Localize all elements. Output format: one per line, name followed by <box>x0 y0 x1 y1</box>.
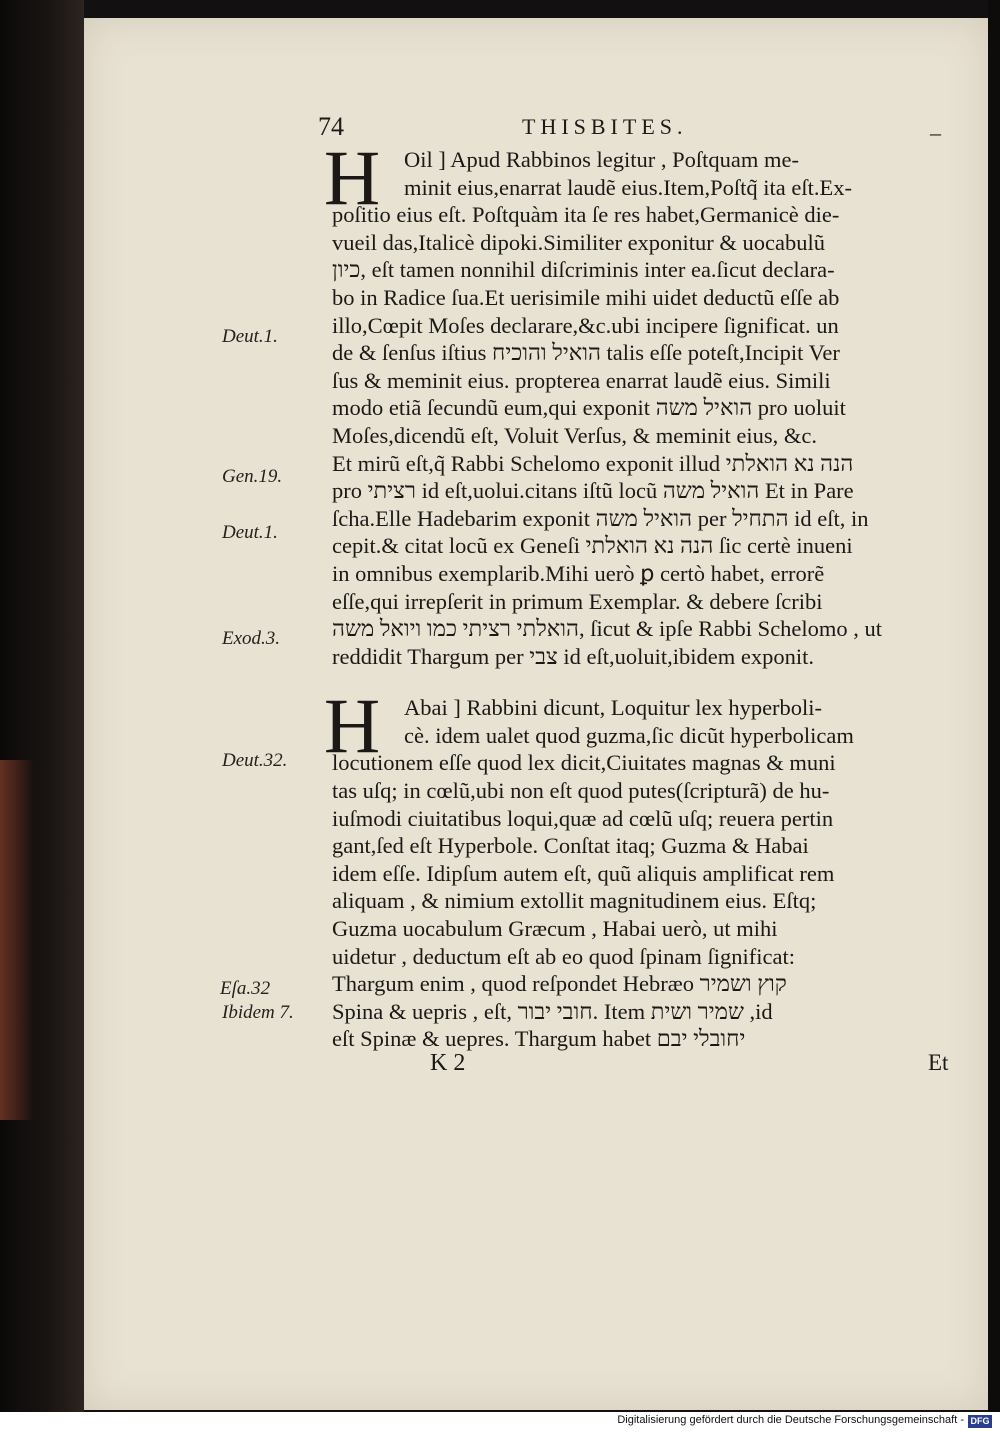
text-line: Spina & uepris , eſt, חובי יבור. Item שמיר ושית ,id <box>332 998 773 1024</box>
text-line: idem eſſe. Idipſum autem eſt, quũ aliquis amplificat rem <box>332 860 835 886</box>
text-line: cepit.& citat locũ ex Geneſi הנה נא הואלתי ſic certè inueni <box>332 533 853 559</box>
right-shadow <box>988 0 1000 1412</box>
text-line: Moſes,dicendũ eſt, Voluit Verſus, & meminit eius, &c. <box>332 422 817 448</box>
drop-cap: H <box>323 682 381 770</box>
text-line: aliquam , & nimium extollit magnitudinem eius. Eſtq; <box>332 888 817 914</box>
text-line: minit eius,enarrat laudẽ eius.Item,Poſtq̃ ita eſt.Ex- <box>404 174 853 200</box>
top-right-mark: – <box>930 120 941 145</box>
text-line: reddidit Thargum per צבי id eſt,uoluit,ibidem exponit. <box>332 643 815 669</box>
text-line: Abai ] Rabbini dicunt, Loquitur lex hyperboli- <box>404 695 823 721</box>
text-line: Oil ] Apud Rabbinos legitur , Poſtquam me- <box>404 147 799 172</box>
page-number: 74 <box>318 112 344 141</box>
running-head <box>0 112 1000 145</box>
text-line: gant,ſed eſt Hyperbole. Conſtat itaq; Guzma & Habai <box>332 833 809 859</box>
text-line: ſcha.Elle Hadebarim exponit הואיל משה per התחיל id eſt, in <box>332 505 869 531</box>
text-line: tas uſq; in cœlũ,ubi non eſt quod putes(ſcripturã) de hu- <box>332 778 830 804</box>
text-line: Et mirũ eſt,q̃ Rabbi Schelomo exponit illud הנה נא הואלתי <box>332 450 854 476</box>
dfg-logo: DFG <box>968 1415 992 1428</box>
margin-reference: Deut.1. <box>222 522 278 543</box>
text-line: in omnibus exemplarib.Mihi uerò ꝑ certò habet, errorẽ <box>332 560 825 586</box>
text-line: eſſe,qui irrepſerit in primum Exemplar. & debere ſcribi <box>332 588 823 614</box>
footer-credit: Digitalisierung gefördert durch die Deutsche Forschungsgemeinschaft - <box>617 1414 964 1426</box>
paragraph-hoil <box>323 134 956 670</box>
text-line: הואלתי רציתי כמו ויואל משה, ſicut & ipſe Rabbi Schelomo , ut <box>332 616 883 642</box>
text-line: כיון, eſt tamen nonnihil diſcriminis inter ea.ſicut declara- <box>332 257 835 283</box>
text-line: uidetur , deductum eſt ab eo quod ſpinam ſignificat: <box>332 943 796 969</box>
text-line: bo in Radice ſua.Et uerisimile mihi uidet deductũ eſſe ab <box>332 284 840 310</box>
book-spine-shadow <box>0 0 84 1412</box>
text-line: Guzma uocabulum Græcum , Habai uerò, ut mihi <box>332 916 778 942</box>
text-line: Thargum enim , quod reſpondet Hebræo קוץ ושמיר <box>332 971 787 997</box>
text-line: eſt Spinæ & uepres. Thargum habet יחובלי יבם <box>332 1026 746 1052</box>
drop-cap: H <box>323 134 381 221</box>
text-line: pro רציתי id eſt,uolui.citans iſtũ locũ הואיל משה Et in Pare <box>332 478 854 504</box>
text-line: iuſmodi ciuitatibus loqui,quæ ad cœlũ uſq; reuera pertin <box>332 805 834 831</box>
margin-reference: Ibidem 7. <box>222 1002 294 1023</box>
body-text <box>323 134 956 1053</box>
catchword: Et <box>928 1050 949 1075</box>
text-line: modo etiã ſecundũ eum,qui exponit הואיל משה pro uoluit <box>332 395 846 421</box>
margin-reference: Exod.3. <box>222 628 281 649</box>
signature-line <box>0 1050 1000 1076</box>
text-line: ſus & meminit eius. propterea enarrat laudẽ eius. Simili <box>332 367 831 393</box>
text-line: illo,Cœpit Moſes declarare,&c.ubi incipere ſignificat. un <box>332 312 839 338</box>
running-title: THISBITES. <box>522 114 688 139</box>
text-line: de & ſenſus iſtius הואיל והוכיח talis eſſe poteſt,Incipit Ver <box>332 340 840 366</box>
margin-reference: Gen.19. <box>222 466 283 487</box>
margin-reference: Deut.32. <box>222 750 288 771</box>
text-line: vueil das,Italicè dipoki.Similiter exponitur & uocabulũ <box>332 229 826 255</box>
text-line: poſitio eius eſt. Poſtquàm ita ſe res habet,Germanicè die- <box>332 202 840 228</box>
signature-mark: K 2 <box>430 1050 466 1076</box>
margin-reference: Eſa.32 <box>220 978 271 999</box>
paragraph-habai <box>323 682 956 1053</box>
margin-reference: Deut.1. <box>222 326 278 347</box>
text-line: cè. idem ualet quod guzma,ſic dicũt hyperbolicam <box>404 722 854 748</box>
text-line: locutionem eſſe quod lex dicit,Ciuitates magnas & muni <box>332 750 836 776</box>
footer <box>0 1412 1000 1432</box>
